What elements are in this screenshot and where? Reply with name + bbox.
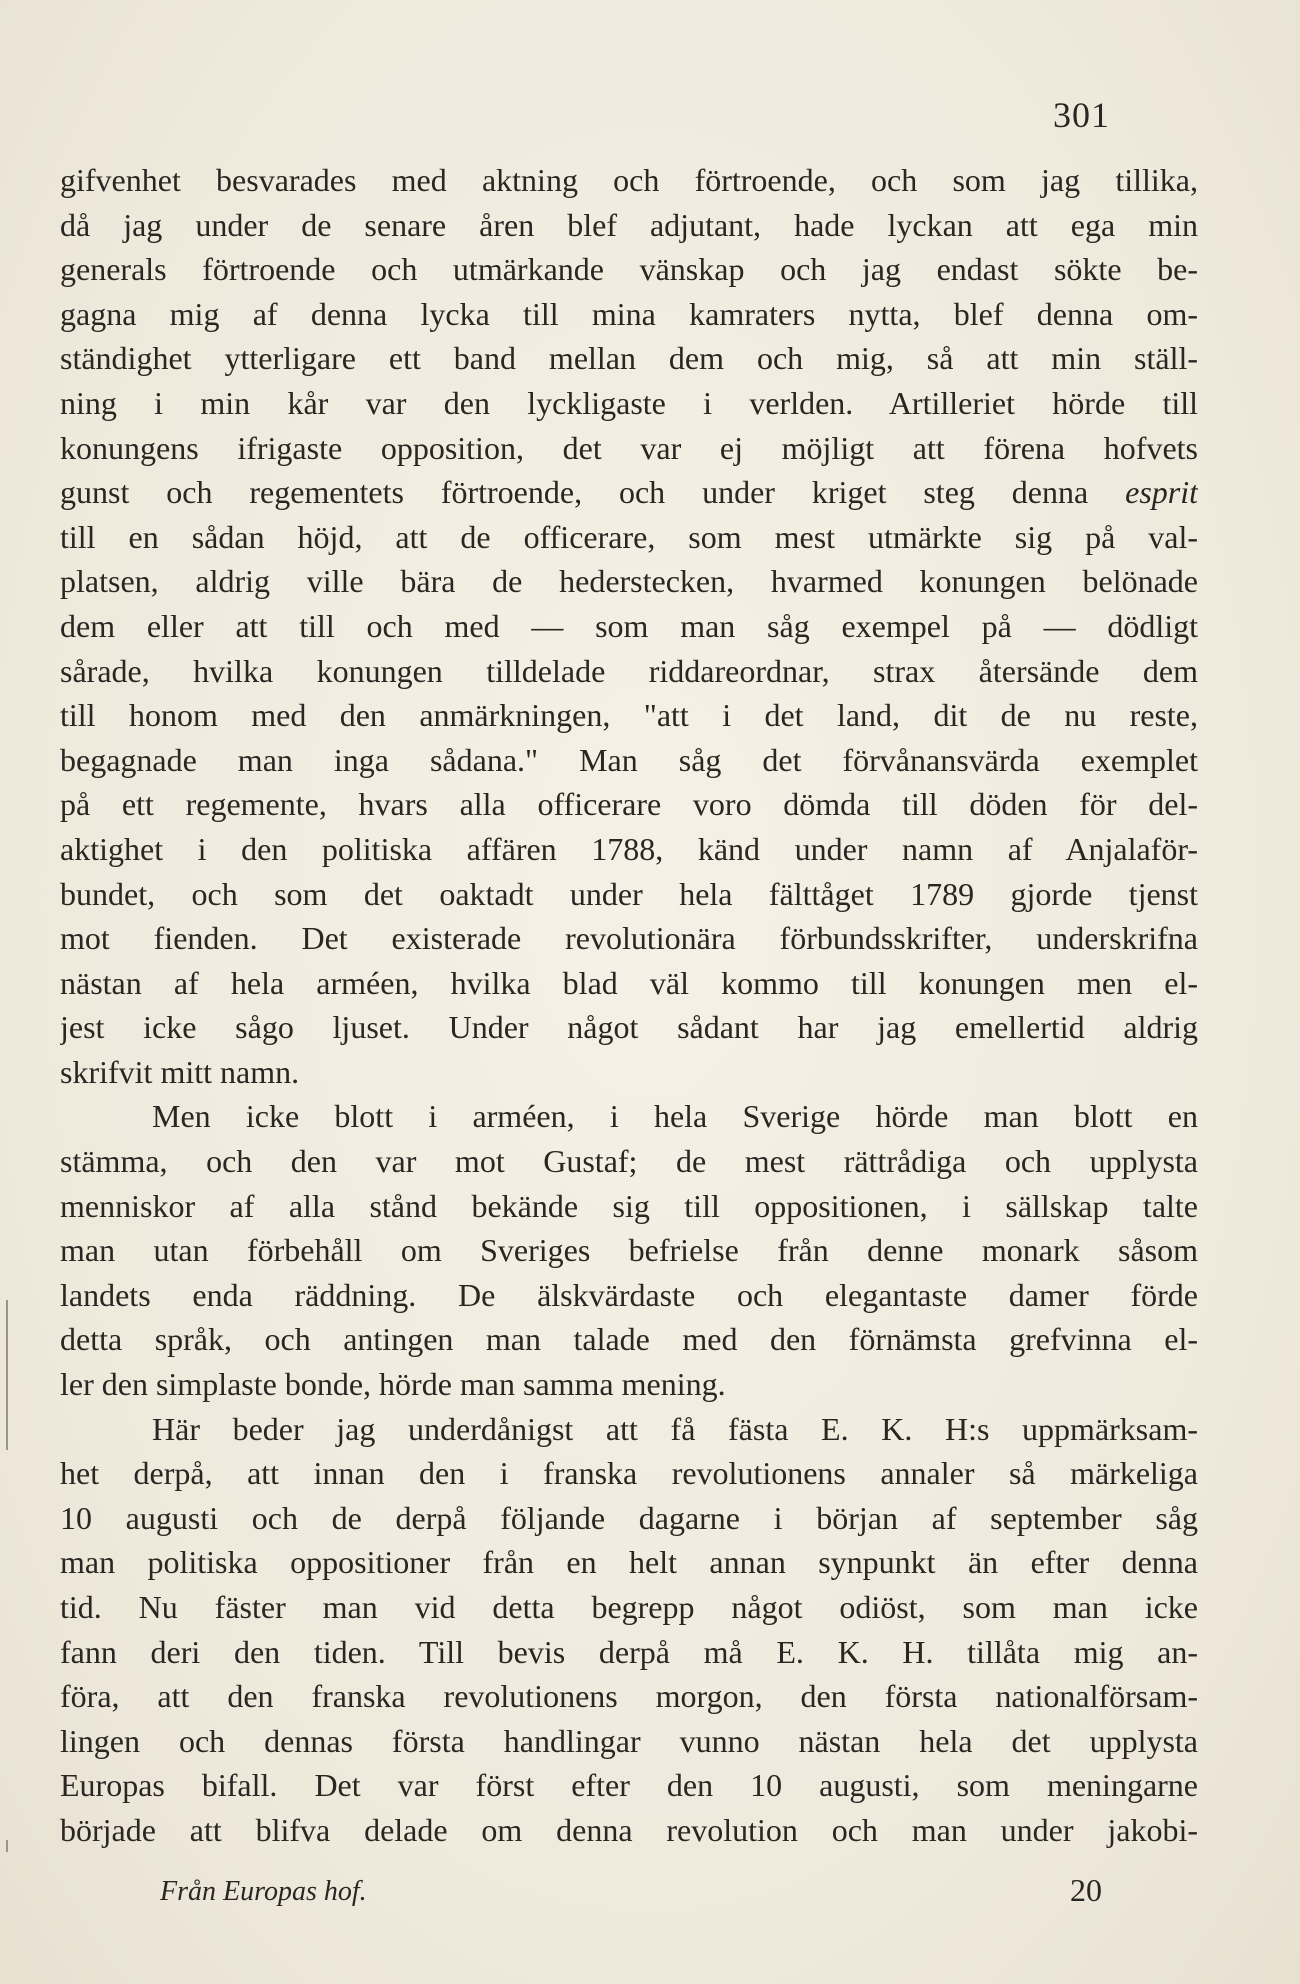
italic-word: esprit: [1125, 474, 1198, 511]
text-line: Här beder jag underdånigst att få fästa E. K. H:s uppmärksam-: [152, 1410, 1198, 1447]
text-line: sårade, hvilka konungen tilldelade riddareordnar, strax återsände dem: [60, 652, 1198, 689]
page-footer: [0, 1872, 1300, 1916]
text-line: begagnade man inga sådana." Man såg det förvånansvärda exemplet: [60, 741, 1198, 778]
page-number: 301: [1053, 95, 1110, 135]
text-line: började att blifva delade om denna revolution och man under jakobi-: [60, 1811, 1198, 1848]
text-line: konungens ifrigaste opposition, det var ej möjligt att förena hofvets: [60, 429, 1198, 466]
margin-mark: [6, 1300, 8, 1450]
text-line: 10 augusti och de derpå följande dagarne i början af september såg: [60, 1499, 1198, 1536]
text-line: bundet, och som det oaktadt under hela fälttåget 1789 gjorde tjenst: [60, 875, 1198, 912]
text-line: gunst och regementets förtroende, och under kriget steg denna esprit: [60, 474, 1198, 511]
text-line: generals förtroende och utmärkande vänskap och jag endast sökte be-: [60, 251, 1198, 288]
text-line: ning i min kår var den lyckligaste i verlden. Artilleriet hörde till: [60, 384, 1198, 421]
text-line: platsen, aldrig ville bära de hederstecken, hvarmed konungen belönade: [60, 563, 1198, 600]
text-line: landets enda räddning. De älskvärdaste och elegantaste damer förde: [60, 1276, 1198, 1313]
text-line: tid. Nu fäster man vid detta begrepp något odiöst, som man icke: [60, 1589, 1198, 1625]
text-line: skrifvit mitt namn.: [60, 1053, 300, 1090]
text-line: mot fienden. Det existerade revolutionära förbundsskrifter, underskrifna: [60, 920, 1198, 957]
text-line: då jag under de senare åren blef adjutant, hade lyckan att ega min: [60, 206, 1198, 243]
text-line: ler den simplaste bonde, hörde man samma mening.: [60, 1366, 726, 1403]
text-line: Europas bifall. Det var först efter den 10 augusti, som meningarne: [60, 1767, 1198, 1804]
signature-mark: 20: [1070, 1872, 1102, 1908]
text-line: jest icke sågo ljuset. Under något sådant har jag emellertid aldrig: [60, 1009, 1198, 1046]
text-line: ständighet ytterligare ett band mellan dem och mig, så att min ställ-: [60, 340, 1198, 377]
text-line: dem eller att till och med — som man såg exempel på — dödligt: [60, 607, 1198, 644]
text-line: lingen och dennas första handlingar vunno nästan hela det upplysta: [60, 1722, 1198, 1759]
text-line: man utan förbehåll om Sveriges befrielse från denne monark såsom: [60, 1232, 1198, 1269]
text-line: detta språk, och antingen man talade med den förnämsta grefvinna el-: [60, 1321, 1198, 1358]
text-line: på ett regemente, hvars alla officerare voro dömda till döden för del-: [60, 786, 1198, 823]
text-line: till en sådan höjd, att de officerare, som mest utmärkte sig på val-: [60, 518, 1198, 555]
text-line: gagna mig af denna lycka till mina kamraters nytta, blef denna om-: [60, 295, 1198, 332]
text-line: Men icke blott i arméen, i hela Sverige hörde man blott en: [152, 1098, 1198, 1135]
text-line: fann deri den tiden. Till bevis derpå må E. K. H. tillåta mig an-: [60, 1633, 1198, 1670]
body-text: [60, 158, 1198, 1853]
text-line: aktighet i den politiska affären 1788, känd under namn af Anjalaför-: [60, 830, 1198, 867]
text-line: het derpå, att innan den i franska revolutionens annaler så märkeliga: [60, 1455, 1198, 1492]
footer-source-title: Från Europas hof.: [160, 1876, 367, 1907]
margin-mark: [6, 1840, 8, 1852]
text-line: till honom med den anmärkningen, "att i det land, dit de nu reste,: [60, 697, 1198, 734]
text-line: föra, att den franska revolutionens morgon, den första nationalförsam-: [60, 1678, 1198, 1715]
text-line: nästan af hela arméen, hvilka blad väl kommo till konungen men el-: [60, 964, 1198, 1001]
text-line: stämma, och den var mot Gustaf; de mest rättrådiga och upplysta: [60, 1143, 1198, 1180]
text-line: menniskor af alla stånd bekände sig till oppositionen, i sällskap talte: [60, 1187, 1198, 1224]
text-line: man politiska oppositioner från en helt annan synpunkt än efter denna: [60, 1544, 1198, 1581]
text-line: gifvenhet besvarades med aktning och förtroende, och som jag tillika,: [60, 162, 1198, 198]
